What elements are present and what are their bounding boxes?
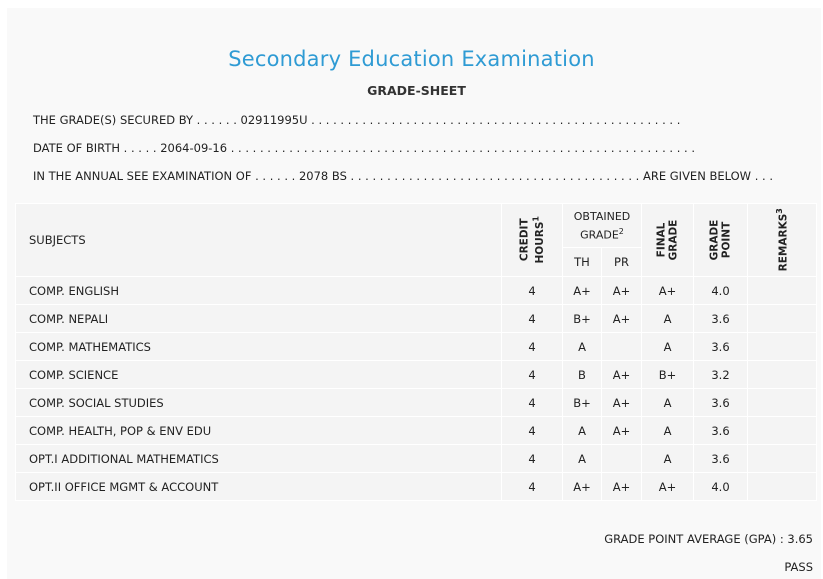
final-grade-cell: A+ <box>642 473 694 501</box>
th-grade-cell: A+ <box>563 277 602 305</box>
grade-point-cell: 3.6 <box>694 417 748 445</box>
subject-cell: COMP. ENGLISH <box>16 277 502 305</box>
credit-cell: 4 <box>502 473 563 501</box>
exam-label: IN THE ANNUAL SEE EXAMINATION OF . . . . . . <box>33 169 296 183</box>
subject-cell: COMP. MATHEMATICS <box>16 333 502 361</box>
obtained-grade-footnote: 2 <box>618 226 624 236</box>
dob-label: DATE OF BIRTH . . . . . <box>33 141 157 155</box>
grade-point-cell: 3.2 <box>694 361 748 389</box>
th-header: TH <box>563 248 602 277</box>
credit-hours-header: CREDIT HOURS$^1$ <box>502 204 563 277</box>
pr-grade-cell: A+ <box>602 361 642 389</box>
obtained-grade-header: OBTAINED GRADE$^2$ <box>563 204 642 248</box>
credit-cell: 4 <box>502 389 563 417</box>
credit-cell: 4 <box>502 277 563 305</box>
secured-by-line <box>33 113 680 127</box>
remarks-cell <box>748 445 817 473</box>
table-row <box>16 417 817 445</box>
remarks-cell <box>748 305 817 333</box>
final-grade-cell: A <box>642 389 694 417</box>
table-row <box>16 333 817 361</box>
grade-point-cell: 3.6 <box>694 305 748 333</box>
credit-cell: 4 <box>502 305 563 333</box>
final-grade-header: FINAL GRADE <box>642 204 694 277</box>
table-row <box>16 389 817 417</box>
grade-point-cell: 4.0 <box>694 277 748 305</box>
pr-grade-cell: A+ <box>602 389 642 417</box>
dob-dots: . . . . . . . . . . . . . . . . . . . . . . . . . . . . . . . . . . . . . . . . . . . . . . . . . . . . . . . . . . . . . . . . <box>230 141 695 155</box>
th-grade-cell: A <box>563 333 602 361</box>
secured-by-label: THE GRADE(S) SECURED BY . . . . . . <box>33 113 237 127</box>
final-grade-cell: A+ <box>642 277 694 305</box>
exam-dots: . . . . . . . . . . . . . . . . . . . . . . . . . . . . . . . . . . . . . . . . ARE GIVEN BELOW . . . <box>350 169 773 183</box>
remarks-header: REMARKS$^3$ <box>748 204 817 277</box>
credit-cell: 4 <box>502 445 563 473</box>
credit-hours-footnote: 1 <box>531 216 541 222</box>
grade-sheet-heading: GRADE-SHEET <box>367 83 466 98</box>
result-status: PASS <box>784 560 813 574</box>
th-grade-cell: A <box>563 445 602 473</box>
th-grade-cell: A+ <box>563 473 602 501</box>
pr-grade-cell: A+ <box>602 417 642 445</box>
pr-grade-cell <box>602 333 642 361</box>
table-header-row <box>16 204 817 248</box>
remarks-cell <box>748 333 817 361</box>
grade-point-cell: 3.6 <box>694 333 748 361</box>
remarks-cell <box>748 389 817 417</box>
remarks-cell <box>748 277 817 305</box>
symbol-number: 02911995U <box>240 113 308 127</box>
credit-cell: 4 <box>502 333 563 361</box>
dob-line <box>33 141 695 155</box>
gpa-value: 3.65 <box>787 532 813 546</box>
page-title: Secondary Education Examination <box>228 47 595 71</box>
th-grade-cell: B+ <box>563 305 602 333</box>
table-row <box>16 473 817 501</box>
grade-point-header: GRADE POINT <box>694 204 748 277</box>
credit-cell: 4 <box>502 417 563 445</box>
pr-grade-cell: A+ <box>602 277 642 305</box>
secured-by-dots: . . . . . . . . . . . . . . . . . . . . . . . . . . . . . . . . . . . . . . . . . . . . . . . . . . . <box>311 113 681 127</box>
credit-hours-label: HOURS <box>533 221 546 264</box>
pr-grade-cell: A+ <box>602 305 642 333</box>
remarks-footnote: 3 <box>775 208 785 214</box>
exam-line <box>33 169 773 183</box>
subject-cell: COMP. HEALTH, POP & ENV EDU <box>16 417 502 445</box>
table-row <box>16 445 817 473</box>
subject-cell: OPT.II OFFICE MGMT & ACCOUNT <box>16 473 502 501</box>
gpa-line <box>604 532 813 546</box>
table-row <box>16 361 817 389</box>
pr-header: PR <box>602 248 642 277</box>
remarks-cell <box>748 473 817 501</box>
remarks-cell <box>748 417 817 445</box>
final-grade-cell: A <box>642 445 694 473</box>
subjects-header: SUBJECTS <box>16 204 502 277</box>
final-grade-cell: A <box>642 333 694 361</box>
final-grade-cell: A <box>642 417 694 445</box>
th-grade-cell: B <box>563 361 602 389</box>
subject-cell: COMP. SCIENCE <box>16 361 502 389</box>
grade-point-cell: 3.6 <box>694 445 748 473</box>
table-row <box>16 305 817 333</box>
grade-point-cell: 4.0 <box>694 473 748 501</box>
credit-cell: 4 <box>502 361 563 389</box>
table-row <box>16 277 817 305</box>
remarks-cell <box>748 361 817 389</box>
dob-value: 2064-09-16 <box>160 141 228 155</box>
gpa-label: GRADE POINT AVERAGE (GPA) : <box>604 532 784 546</box>
th-grade-cell: B+ <box>563 389 602 417</box>
exam-year: 2078 BS <box>298 169 347 183</box>
pr-grade-cell: A+ <box>602 473 642 501</box>
pr-grade-cell <box>602 445 642 473</box>
subject-cell: COMP. NEPALI <box>16 305 502 333</box>
subject-cell: OPT.I ADDITIONAL MATHEMATICS <box>16 445 502 473</box>
final-grade-cell: A <box>642 305 694 333</box>
grade-point-cell: 3.6 <box>694 389 748 417</box>
subject-cell: COMP. SOCIAL STUDIES <box>16 389 502 417</box>
grades-table <box>15 203 817 501</box>
final-grade-cell: B+ <box>642 361 694 389</box>
th-grade-cell: A <box>563 417 602 445</box>
